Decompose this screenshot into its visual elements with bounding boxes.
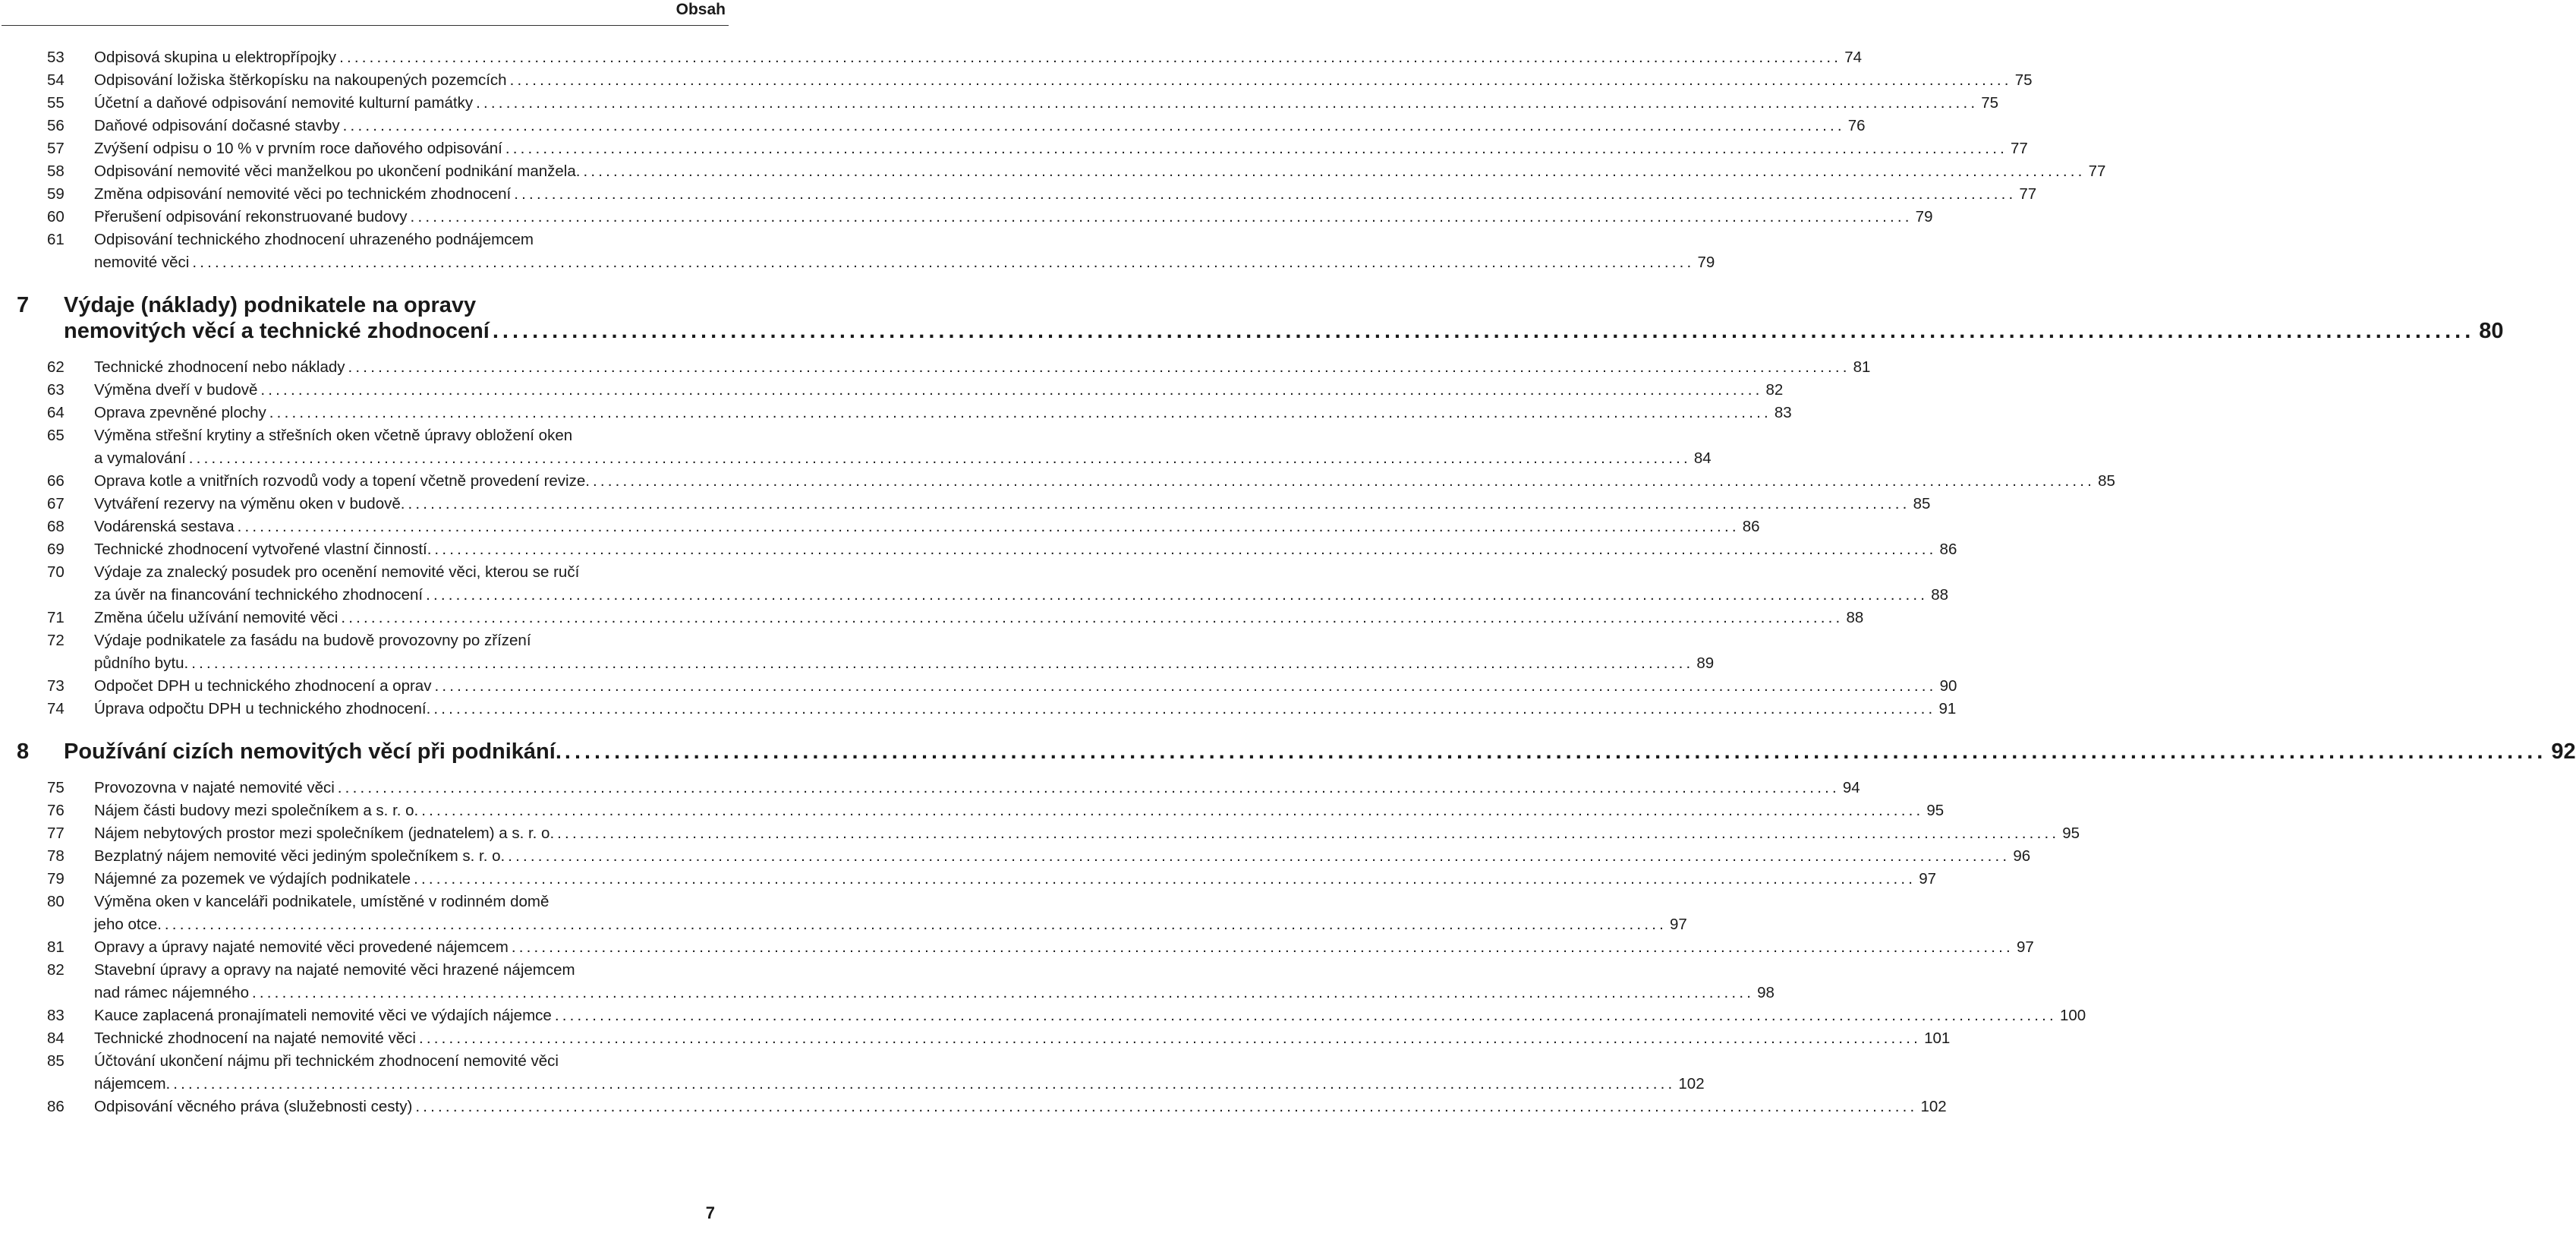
entry-title bbox=[94, 777, 1860, 799]
entry-title bbox=[94, 561, 1949, 607]
toc-entry[interactable] bbox=[0, 629, 1715, 675]
entry-title-line: Oprava kotle a vnitřních rozvodů vody a topení včetně provedení revize. bbox=[94, 472, 590, 490]
toc-entry[interactable] bbox=[0, 493, 1931, 516]
entry-title-line: Nájem nebytových prostor mezi společníkem (jednatelem) a s. r. o. bbox=[94, 825, 555, 842]
entry-title-line: Vytváření rezervy na výměnu oken v budově. bbox=[94, 495, 405, 512]
entry-title bbox=[94, 845, 2031, 868]
entry-page-number: 82 bbox=[1765, 381, 1784, 399]
toc-entry[interactable] bbox=[0, 1004, 2086, 1027]
entry-title bbox=[94, 46, 1862, 69]
entry-number: 81 bbox=[47, 938, 65, 956]
entry-number: 57 bbox=[47, 140, 65, 157]
entry-number: 58 bbox=[47, 162, 65, 180]
toc-entry[interactable] bbox=[0, 229, 1715, 274]
entry-title-line: Výdaje podnikatele za fasádu na budově provozovny po zřízení bbox=[94, 632, 531, 649]
entry-title-line: jeho otce. bbox=[94, 916, 162, 933]
toc-entry[interactable] bbox=[0, 891, 1687, 936]
page-number: 7 bbox=[705, 1203, 715, 1222]
entry-title bbox=[94, 356, 1871, 379]
entry-title bbox=[94, 493, 1931, 516]
entry-number: 70 bbox=[47, 563, 65, 581]
toc-entry[interactable] bbox=[0, 799, 1945, 822]
entry-title bbox=[94, 470, 2115, 493]
entry-number: 79 bbox=[47, 870, 65, 888]
entry-page-number: 88 bbox=[1846, 609, 1864, 626]
entry-title-line: Výdaje za znalecký posudek pro ocenění nemovité věci, kterou se ručí bbox=[94, 563, 580, 581]
entry-number: 71 bbox=[47, 609, 65, 626]
toc-entry[interactable] bbox=[0, 470, 2115, 493]
entry-title-line: Technické zhodnocení vytvořené vlastní činností. bbox=[94, 541, 432, 558]
entry-title-line: Odpisování technického zhodnocení uhrazeného podnájemcem bbox=[94, 231, 534, 248]
dot-leader: ........................................................................................................................................................................................................ bbox=[433, 700, 1936, 717]
entry-page-number: 96 bbox=[2013, 847, 2031, 865]
toc-entry[interactable] bbox=[0, 1096, 1947, 1118]
entry-title bbox=[94, 538, 1957, 561]
entry-title-line: Výměna oken v kanceláři podnikatele, umístěné v rodinném domě bbox=[94, 893, 550, 910]
entry-title bbox=[94, 822, 2080, 845]
toc-entry[interactable] bbox=[0, 69, 2033, 92]
toc-entry[interactable] bbox=[0, 1050, 1705, 1096]
entry-page-number: 84 bbox=[1693, 449, 1712, 467]
entry-title-line: Odpisování věcného práva (služebnosti cesty) bbox=[94, 1098, 413, 1115]
entry-number: 86 bbox=[47, 1098, 65, 1115]
dot-leader: ........................................................................................................................................................................................................ bbox=[421, 802, 1924, 819]
toc-entry[interactable] bbox=[0, 356, 1871, 379]
entry-title bbox=[94, 183, 2037, 206]
entry-title bbox=[94, 206, 1933, 229]
toc-entry[interactable] bbox=[0, 402, 1792, 424]
entry-title-line: nájemcem. bbox=[94, 1075, 171, 1093]
dot-leader: ........................................................................................................................................................................................................ bbox=[408, 495, 1910, 512]
entry-title bbox=[94, 115, 1866, 137]
toc-entry[interactable] bbox=[0, 936, 2034, 959]
entry-title-line: Bezplatný nájem nemovité věci jediným společníkem s. r. o. bbox=[94, 847, 505, 865]
entry-title-line: Nájemné za pozemek ve výdajích podnikatele bbox=[94, 870, 411, 888]
entry-page-number: 83 bbox=[1774, 404, 1792, 421]
entry-page-number: 86 bbox=[1742, 518, 1760, 535]
entry-number: 55 bbox=[47, 94, 65, 112]
entry-number: 85 bbox=[47, 1052, 65, 1070]
entry-title-line: Změna účelu užívání nemovité věci bbox=[94, 609, 339, 626]
entry-title-line: Vodárenská sestava bbox=[94, 518, 235, 535]
entry-title bbox=[94, 379, 1784, 402]
entry-page-number: 85 bbox=[2098, 472, 2115, 490]
entry-title bbox=[94, 959, 1775, 1004]
entry-title-line: Nájem části budovy mezi společníkem a s. r. o. bbox=[94, 802, 419, 819]
entry-page-number: 77 bbox=[2088, 162, 2106, 180]
entry-title-line: Odpisování nemovité věci manželkou po ukončení podnikání manžela. bbox=[94, 162, 581, 180]
dot-leader: ........................................................................................................................................................................................................ bbox=[337, 779, 1840, 796]
entry-page-number: 95 bbox=[1926, 802, 1945, 819]
entry-title-line: nad rámec nájemného bbox=[94, 984, 249, 1001]
chapter-page-number: 92 bbox=[2551, 739, 2576, 764]
entry-page-number: 97 bbox=[1670, 916, 1687, 933]
toc-entry[interactable] bbox=[0, 959, 1775, 1004]
entry-title-line: Daňové odpisování dočasné stavby bbox=[94, 117, 340, 134]
chapter-title bbox=[64, 739, 2576, 765]
entry-number: 68 bbox=[47, 518, 65, 535]
entry-page-number: 98 bbox=[1757, 984, 1775, 1001]
entry-page-number: 97 bbox=[2016, 938, 2034, 956]
dot-leader: ........................................................................................................................................................................................................ bbox=[348, 358, 1850, 376]
entry-page-number: 102 bbox=[1920, 1098, 1947, 1115]
entry-title-line: Technické zhodnocení na najaté nemovité věci bbox=[94, 1029, 416, 1047]
entry-page-number: 90 bbox=[1939, 677, 1957, 695]
entry-number: 63 bbox=[47, 381, 65, 399]
entry-title-line: nemovité věci bbox=[94, 254, 190, 271]
dot-leader: ........................................................................................................................................................................................................ bbox=[426, 586, 1929, 604]
entry-title-line: Kauce zaplacená pronajímateli nemovité věci ve výdajích nájemce bbox=[94, 1007, 552, 1024]
entry-number: 66 bbox=[47, 472, 65, 490]
entry-number: 83 bbox=[47, 1007, 65, 1024]
chapter-number: 8 bbox=[17, 739, 30, 764]
entry-title bbox=[94, 936, 2034, 959]
entry-number: 60 bbox=[47, 208, 65, 225]
toc-entry[interactable] bbox=[0, 1027, 1951, 1050]
entry-page-number: 77 bbox=[2019, 185, 2037, 203]
entry-title bbox=[94, 607, 1864, 629]
entry-number: 59 bbox=[47, 185, 65, 203]
page-header bbox=[0, 0, 729, 29]
entry-title bbox=[94, 1027, 1951, 1050]
dot-leader: ........................................................................................................................................................................................................ bbox=[191, 654, 1694, 672]
entry-number: 73 bbox=[47, 677, 65, 695]
toc-entry[interactable] bbox=[0, 183, 2037, 206]
entry-title-line: Účtování ukončení nájmu při technickém zhodnocení nemovité věci bbox=[94, 1052, 559, 1070]
entry-title-line: Provozovna v najaté nemovité věci bbox=[94, 779, 335, 796]
entry-number: 65 bbox=[47, 427, 65, 444]
dot-leader: ........................................................................................................................................................................................................ bbox=[410, 208, 1913, 225]
toc-entry[interactable] bbox=[0, 424, 1712, 470]
toc-entry[interactable] bbox=[0, 698, 1957, 720]
dot-leader: ........................................................................................................................................................................................................ bbox=[192, 254, 1695, 271]
entry-title bbox=[94, 516, 1760, 538]
dot-leader: ........................................................................................................................................................................................................ bbox=[492, 319, 2475, 343]
dot-leader: ........................................................................................................................................................................................................ bbox=[341, 609, 1844, 626]
dot-leader: ........................................................................................................................................................................................................ bbox=[434, 677, 1937, 695]
chapter-number: 7 bbox=[17, 293, 30, 317]
toc-entry[interactable] bbox=[0, 675, 1957, 698]
entry-number: 74 bbox=[47, 700, 65, 717]
entry-page-number: 85 bbox=[1913, 495, 1931, 512]
entry-number: 67 bbox=[47, 495, 65, 512]
entry-title bbox=[94, 629, 1715, 675]
entry-title bbox=[94, 424, 1712, 470]
entry-page-number: 102 bbox=[1678, 1075, 1705, 1093]
entry-page-number: 91 bbox=[1938, 700, 1957, 717]
toc-chapter[interactable] bbox=[0, 739, 2576, 765]
entry-number: 84 bbox=[47, 1029, 65, 1047]
entry-page-number: 76 bbox=[1847, 117, 1866, 134]
toc-entry[interactable] bbox=[0, 516, 1760, 538]
table-of-contents bbox=[0, 46, 2576, 1118]
entry-page-number: 97 bbox=[1919, 870, 1937, 888]
entry-page-number: 74 bbox=[1844, 49, 1862, 66]
entry-title bbox=[94, 92, 1999, 115]
entry-title bbox=[94, 675, 1957, 698]
dot-leader: ........................................................................................................................................................................................................ bbox=[260, 381, 1763, 399]
dot-leader: ........................................................................................................................................................................................................ bbox=[434, 541, 1937, 558]
entry-page-number: 77 bbox=[2011, 140, 2028, 157]
toc-entry[interactable] bbox=[0, 822, 2080, 845]
entry-title bbox=[94, 137, 2028, 160]
toc-entry[interactable] bbox=[0, 206, 1933, 229]
entry-number: 82 bbox=[47, 961, 65, 979]
chapter-title-line: nemovitých věcí a technické zhodnocení bbox=[64, 319, 490, 343]
chapter-page-number: 80 bbox=[2479, 319, 2504, 343]
entry-title-line: Výměna dveří v budově bbox=[94, 381, 258, 399]
entry-page-number: 79 bbox=[1697, 254, 1715, 271]
dot-leader: ........................................................................................................................................................................................................ bbox=[509, 71, 2012, 89]
entry-number: 69 bbox=[47, 541, 65, 558]
entry-number: 53 bbox=[47, 49, 65, 66]
dot-leader: ........................................................................................................................................................................................................ bbox=[554, 1007, 2057, 1024]
entry-page-number: 75 bbox=[1981, 94, 1999, 112]
entry-title-line: Odpisová skupina u elektropřípojky bbox=[94, 49, 337, 66]
dot-leader: ........................................................................................................................................................................................................ bbox=[514, 185, 2017, 203]
entry-title-line: za úvěr na financování technického zhodnocení bbox=[94, 586, 424, 604]
dot-leader: ........................................................................................................................................................................................................ bbox=[583, 162, 2086, 180]
entry-title-line: Oprava zpevněné plochy bbox=[94, 404, 266, 421]
entry-title-line: Změna odpisování nemovité věci po technickém zhodnocení bbox=[94, 185, 512, 203]
dot-leader: ........................................................................................................................................................................................................ bbox=[505, 140, 2008, 157]
chapter-title-line: Výdaje (náklady) podnikatele na opravy bbox=[64, 293, 477, 317]
entry-title-line: Opravy a úpravy najaté nemovité věci provedené nájemcem bbox=[94, 938, 509, 956]
toc-chapter[interactable] bbox=[0, 292, 2504, 344]
toc-entry[interactable] bbox=[0, 845, 2031, 868]
chapter-title-line: Používání cizích nemovitých věcí při podnikání. bbox=[64, 739, 562, 764]
entry-page-number: 79 bbox=[1915, 208, 1933, 225]
chapter-title bbox=[64, 292, 2504, 344]
dot-leader: ........................................................................................................................................................................................................ bbox=[414, 870, 1916, 888]
entry-title bbox=[94, 1096, 1947, 1118]
entry-page-number: 101 bbox=[1924, 1029, 1951, 1047]
entry-title bbox=[94, 698, 1957, 720]
entry-number: 56 bbox=[47, 117, 65, 134]
dot-leader: ........................................................................................................................................................................................................ bbox=[188, 449, 1691, 467]
entry-number: 54 bbox=[47, 71, 65, 89]
entry-number: 78 bbox=[47, 847, 65, 865]
dot-leader: ........................................................................................................................................................................................................ bbox=[508, 847, 2011, 865]
entry-title-line: Technické zhodnocení nebo náklady bbox=[94, 358, 345, 376]
entry-title bbox=[94, 891, 1687, 936]
dot-leader: ........................................................................................................................................................................................................ bbox=[415, 1098, 1918, 1115]
entry-title-line: Zvýšení odpisu o 10 % v prvním roce daňového odpisování bbox=[94, 140, 502, 157]
dot-leader: ........................................................................................................................................................................................................ bbox=[418, 1029, 1922, 1047]
entry-title bbox=[94, 402, 1792, 424]
toc-entry[interactable] bbox=[0, 868, 1937, 891]
entry-title-line: Výměna střešní krytiny a střešních oken včetně úpravy obložení oken bbox=[94, 427, 573, 444]
entry-title bbox=[94, 160, 2106, 183]
dot-leader: ........................................................................................................................................................................................................ bbox=[339, 49, 1842, 66]
dot-leader: ........................................................................................................................................................................................................ bbox=[511, 938, 2014, 956]
entry-page-number: 86 bbox=[1939, 541, 1957, 558]
toc-entry[interactable] bbox=[0, 561, 1949, 607]
entry-title-line: Přerušení odpisování rekonstruované budovy bbox=[94, 208, 408, 225]
entry-title-line: půdního bytu. bbox=[94, 654, 189, 672]
header-title: Obsah bbox=[675, 1, 726, 18]
entry-page-number: 100 bbox=[2059, 1007, 2086, 1024]
dot-leader: ........................................................................................................................................................................................................ bbox=[592, 472, 2096, 490]
toc-entry[interactable] bbox=[0, 379, 1784, 402]
entry-title-line: a vymalování bbox=[94, 449, 186, 467]
entry-number: 77 bbox=[47, 825, 65, 842]
entry-page-number: 89 bbox=[1696, 654, 1715, 672]
entry-page-number: 95 bbox=[2062, 825, 2080, 842]
toc-entry[interactable] bbox=[0, 160, 2106, 183]
entry-title-line: Účetní a daňové odpisování nemovité kulturní památky bbox=[94, 94, 474, 112]
entry-number: 76 bbox=[47, 802, 65, 819]
dot-leader: ........................................................................................................................................................................................................ bbox=[476, 94, 1979, 112]
dot-leader: ........................................................................................................................................................................................................ bbox=[164, 916, 1667, 933]
entry-number: 61 bbox=[47, 231, 65, 248]
entry-title-line: Odpočet DPH u technického zhodnocení a oprav bbox=[94, 677, 432, 695]
entry-title-line: Stavební úpravy a opravy na najaté nemovité věci hrazené nájemcem bbox=[94, 961, 575, 979]
dot-leader: ........................................................................................................................................................................................................ bbox=[342, 117, 1845, 134]
toc-entry[interactable] bbox=[0, 538, 1957, 561]
entry-number: 64 bbox=[47, 404, 65, 421]
entry-number: 80 bbox=[47, 893, 65, 910]
dot-leader: ........................................................................................................................................................................................................ bbox=[173, 1075, 1676, 1093]
entry-title bbox=[94, 1004, 2086, 1027]
entry-number: 62 bbox=[47, 358, 65, 376]
entry-number: 72 bbox=[47, 632, 65, 649]
entry-title-line: Odpisování ložiska štěrkopísku na nakoupených pozemcích bbox=[94, 71, 507, 89]
entry-page-number: 75 bbox=[2014, 71, 2033, 89]
dot-leader: ........................................................................................................................................................................................................ bbox=[269, 404, 1771, 421]
toc-entry[interactable] bbox=[0, 137, 2028, 160]
dot-leader: ........................................................................................................................................................................................................ bbox=[564, 739, 2547, 764]
header-rule bbox=[2, 25, 729, 26]
toc-entry[interactable] bbox=[0, 115, 1866, 137]
entry-title bbox=[94, 868, 1937, 891]
entry-title bbox=[94, 799, 1945, 822]
toc-entry[interactable] bbox=[0, 92, 1999, 115]
entry-page-number: 94 bbox=[1842, 779, 1860, 796]
toc-entry[interactable] bbox=[0, 607, 1864, 629]
entry-title-line: Úprava odpočtu DPH u technického zhodnocení. bbox=[94, 700, 431, 717]
dot-leader: ........................................................................................................................................................................................................ bbox=[252, 984, 1755, 1001]
entry-number: 75 bbox=[47, 779, 65, 796]
toc-entry[interactable] bbox=[0, 46, 1862, 69]
dot-leader: ........................................................................................................................................................................................................ bbox=[237, 518, 1740, 535]
entry-title bbox=[94, 69, 2033, 92]
entry-title bbox=[94, 229, 1715, 274]
entry-title bbox=[94, 1050, 1705, 1096]
dot-leader: ........................................................................................................................................................................................................ bbox=[557, 825, 2060, 842]
entry-page-number: 81 bbox=[1853, 358, 1871, 376]
toc-entry[interactable] bbox=[0, 777, 1860, 799]
entry-page-number: 88 bbox=[1931, 586, 1949, 604]
